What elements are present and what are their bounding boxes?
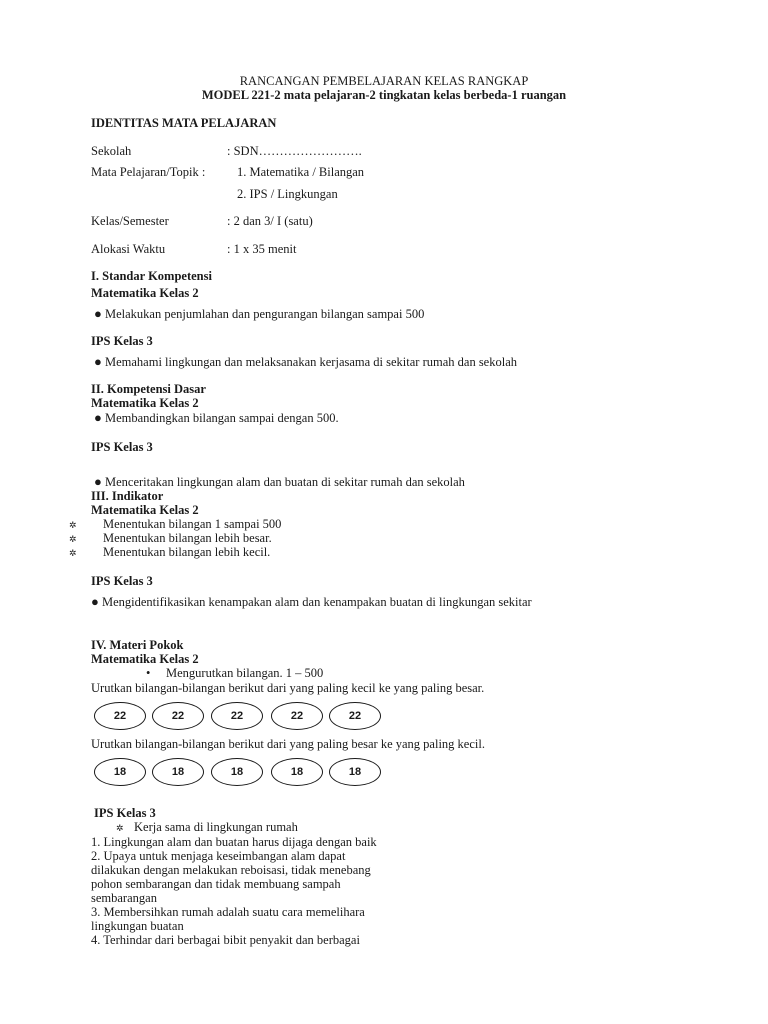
materi-ips-label: IPS Kelas 3 (94, 806, 156, 820)
kd-mtk-text: Membandingkan bilangan sampai dengan 500. (104, 411, 339, 425)
indikator-ips-item (91, 595, 532, 609)
label-alokasi: Alokasi Waktu (91, 242, 166, 256)
star-bullet-icon: ✲ (69, 520, 77, 530)
doc-title: RANCANGAN PEMBELAJARAN KELAS RANGKAP (239, 74, 529, 88)
indikator-mtk-item-1: Menentukan bilangan 1 sampai 500 (103, 517, 282, 531)
materi-instr-2: Urutkan bilangan-bilangan berikut dari yang paling besar ke yang paling kecil. (91, 737, 485, 751)
sk-heading: I. Standar Kompetensi (91, 269, 212, 283)
value-sekolah: : SDN……………………. (227, 144, 362, 158)
number-oval: 18 (94, 758, 146, 786)
sk-ips-label: IPS Kelas 3 (91, 334, 153, 348)
label-mapel: Mata Pelajaran/Topik : (91, 165, 206, 179)
label-kelas: Kelas/Semester (91, 214, 169, 228)
sk-ips-item (94, 355, 517, 369)
materi-bullet-icon: • (146, 666, 151, 680)
materi-instr-1: Urutkan bilangan-bilangan berikut dari yang paling kecil ke yang paling besar. (91, 681, 485, 695)
number-oval: 22 (152, 702, 204, 730)
indikator-heading: III. Indikator (91, 489, 164, 503)
materi-mtk-label: Matematika Kelas 2 (91, 652, 199, 666)
kd-ips-item (94, 475, 465, 489)
materi-ips-line: 3. Membersihkan rumah adalah suatu cara memelihara (91, 905, 365, 919)
bullet-icon: ● (94, 410, 102, 425)
indikator-mtk-item-2: Menentukan bilangan lebih besar. (103, 531, 272, 545)
kd-ips-text: Menceritakan lingkungan alam dan buatan di sekitar rumah dan sekolah (104, 475, 465, 489)
bullet-icon: ● (94, 474, 102, 489)
bullet-icon: ● (94, 306, 102, 321)
materi-ips-line: sembarangan (91, 891, 157, 905)
sk-mtk-text: Melakukan penjumlahan dan pengurangan bilangan sampai 500 (104, 307, 425, 321)
bullet-icon: ● (94, 354, 102, 369)
identitas-heading: IDENTITAS MATA PELAJARAN (91, 116, 277, 130)
sk-ips-text: Memahami lingkungan dan melaksanakan kerjasama di sekitar rumah dan sekolah (104, 355, 518, 369)
sk-mtk-item (94, 307, 424, 321)
materi-ips-line: 2. Upaya untuk menjaga keseimbangan alam dapat (91, 849, 346, 863)
number-oval: 22 (271, 702, 323, 730)
number-oval: 22 (329, 702, 381, 730)
bullet-icon: ● (91, 594, 99, 609)
kd-ips-label: IPS Kelas 3 (91, 440, 153, 454)
indikator-ips-text: Mengidentifikasikan kenampakan alam dan kenampakan buatan di lingkungan sekitar (101, 595, 532, 609)
indikator-ips-label: IPS Kelas 3 (91, 574, 153, 588)
sk-mtk-label: Matematika Kelas 2 (91, 286, 199, 300)
indikator-mtk-label: Matematika Kelas 2 (91, 503, 199, 517)
materi-mtk-item: Mengurutkan bilangan. 1 – 500 (166, 666, 324, 680)
materi-ips-line: dilakukan dengan melakukan reboisasi, tidak menebang (91, 863, 371, 877)
kd-mtk-item (94, 411, 339, 425)
label-sekolah: Sekolah (91, 144, 132, 158)
star-bullet-icon: ✲ (69, 534, 77, 544)
doc-subtitle: MODEL 221-2 mata pelajaran-2 tingkatan kelas berbeda-1 ruangan (201, 88, 567, 102)
materi-ips-line: lingkungan buatan (91, 919, 184, 933)
materi-ips-line: pohon sembarangan dan tidak membuang sampah (91, 877, 341, 891)
kd-heading: II. Kompetensi Dasar (91, 382, 206, 396)
number-oval: 22 (94, 702, 146, 730)
number-oval: 18 (329, 758, 381, 786)
number-oval: 22 (211, 702, 263, 730)
star-bullet-icon: ✲ (116, 823, 124, 833)
value-kelas: : 2 dan 3/ I (satu) (227, 214, 313, 228)
number-oval: 18 (152, 758, 204, 786)
value-mapel-1: 1. Matematika / Bilangan (237, 165, 365, 179)
number-oval: 18 (271, 758, 323, 786)
star-bullet-icon: ✲ (69, 548, 77, 558)
number-oval: 18 (211, 758, 263, 786)
materi-ips-sub: Kerja sama di lingkungan rumah (134, 820, 298, 834)
value-alokasi: : 1 x 35 menit (227, 242, 297, 256)
value-mapel-2: 2. IPS / Lingkungan (237, 187, 338, 201)
materi-heading: IV. Materi Pokok (91, 638, 184, 652)
indikator-mtk-item-3: Menentukan bilangan lebih kecil. (103, 545, 271, 559)
kd-mtk-label: Matematika Kelas 2 (91, 396, 199, 410)
materi-ips-line: 4. Terhindar dari berbagai bibit penyakit dan berbagai (91, 933, 360, 947)
materi-ips-line: 1. Lingkungan alam dan buatan harus dijaga dengan baik (91, 835, 377, 849)
